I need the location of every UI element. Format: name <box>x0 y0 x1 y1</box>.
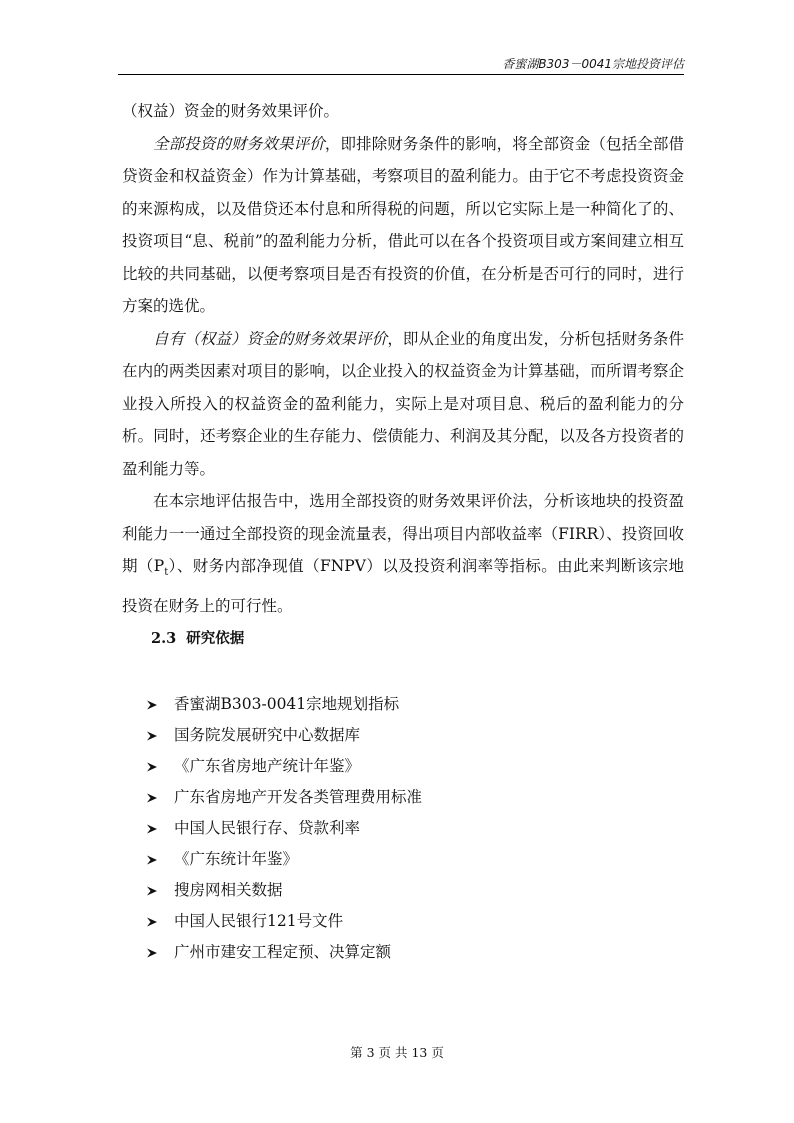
paragraph-method-text-a: 在本宗地评估报告中，选用全部投资的财务效果评价法，分析该地块的投资盈利能力一一通过全部投资的现金流量表，得出项目内部收益率（FIRR）、投资回收期（P <box>122 492 684 575</box>
paragraph-continuation: （权益）资金的财务效果评价。 <box>122 102 340 120</box>
paragraph-method <box>122 485 684 622</box>
arrow-bullet-icon <box>146 730 158 742</box>
arrow-bullet-icon <box>146 699 158 711</box>
reference-label: 中国人民银行121号文件 <box>174 912 344 930</box>
list-item <box>146 689 422 720</box>
arrow-bullet-icon <box>146 885 158 897</box>
reference-label: 香蜜湖B303-0041宗地规划指标 <box>174 695 400 713</box>
arrow-bullet-icon <box>146 792 158 804</box>
paragraph-total-investment-text: ，即排除财务条件的影响，将全部资金（包括全部借贷资金和权益资金）作为计算基础，考察项目的盈利能力。由于它不考虑投资资金的来源构成，以及借贷还本付息和所得税的问题，所以它实际上是一种简化了的、投资项目“息、税前”的盈利能力分析，借此可以在各个投资项目或方案间建立相互比较的共同基础，以便考察项目是否有投资的价值，在分析是否可行的同时，进行方案的选优。 <box>122 134 684 315</box>
arrow-bullet-icon <box>146 854 158 866</box>
page-number: 第 3 页 共 13 页 <box>350 1045 444 1060</box>
section-number: 2.3 <box>151 630 177 647</box>
paragraph-total-investment <box>122 128 684 323</box>
page-header <box>118 50 684 75</box>
reference-label: 《广东省房地产统计年鉴》 <box>174 757 361 775</box>
paragraph-equity-capital <box>122 323 684 486</box>
arrow-bullet-icon <box>146 761 158 773</box>
reference-list <box>146 689 422 968</box>
paragraph-method-text-b: ）、财务内部净现值（FNPV）以及投资利润率等指标。由此来判断该宗地投资在财务上的可行性。 <box>122 557 684 615</box>
list-item <box>146 720 422 751</box>
list-item <box>146 844 422 875</box>
header-title: 香蜜湖B303－0041宗地投资评估 <box>502 57 684 71</box>
reference-label: 搜房网相关数据 <box>174 881 283 899</box>
reference-label: 《广东统计年鉴》 <box>174 850 299 868</box>
arrow-bullet-icon <box>146 947 158 959</box>
body-text <box>122 95 684 622</box>
arrow-bullet-icon <box>146 916 158 928</box>
arrow-bullet-icon <box>146 823 158 835</box>
term-total-investment: 全部投资的财务效果评价 <box>153 134 325 153</box>
term-equity-capital: 自有（权益）资金的财务效果评价 <box>153 329 388 348</box>
list-item <box>146 937 422 968</box>
list-item <box>146 751 422 782</box>
payback-subscript: t <box>164 567 169 579</box>
reference-label: 广州市建安工程定预、决算定额 <box>174 943 392 961</box>
reference-label: 中国人民银行存、贷款利率 <box>174 819 361 837</box>
section-title: 研究依据 <box>186 630 245 647</box>
page-footer <box>0 1043 794 1061</box>
list-item <box>146 813 422 844</box>
reference-label: 广东省房地产开发各类管理费用标准 <box>174 788 423 806</box>
list-item <box>146 875 422 906</box>
list-item <box>146 782 422 813</box>
section-heading <box>151 627 244 648</box>
list-item <box>146 906 422 937</box>
reference-label: 国务院发展研究中心数据库 <box>174 726 361 744</box>
paragraph-equity-capital-text: ，即从企业的角度出发，分析包括财务条件在内的两类因素对项目的影响，以企业投入的权益资金为计算基础，而所谓考察企业投入所投入的权益资金的盈利能力，实际上是对项目息、税后的盈利能力的分析。同时，还考察企业的生存能力、偿债能力、利润及其分配，以及各方投资者的盈利能力等。 <box>122 329 684 478</box>
